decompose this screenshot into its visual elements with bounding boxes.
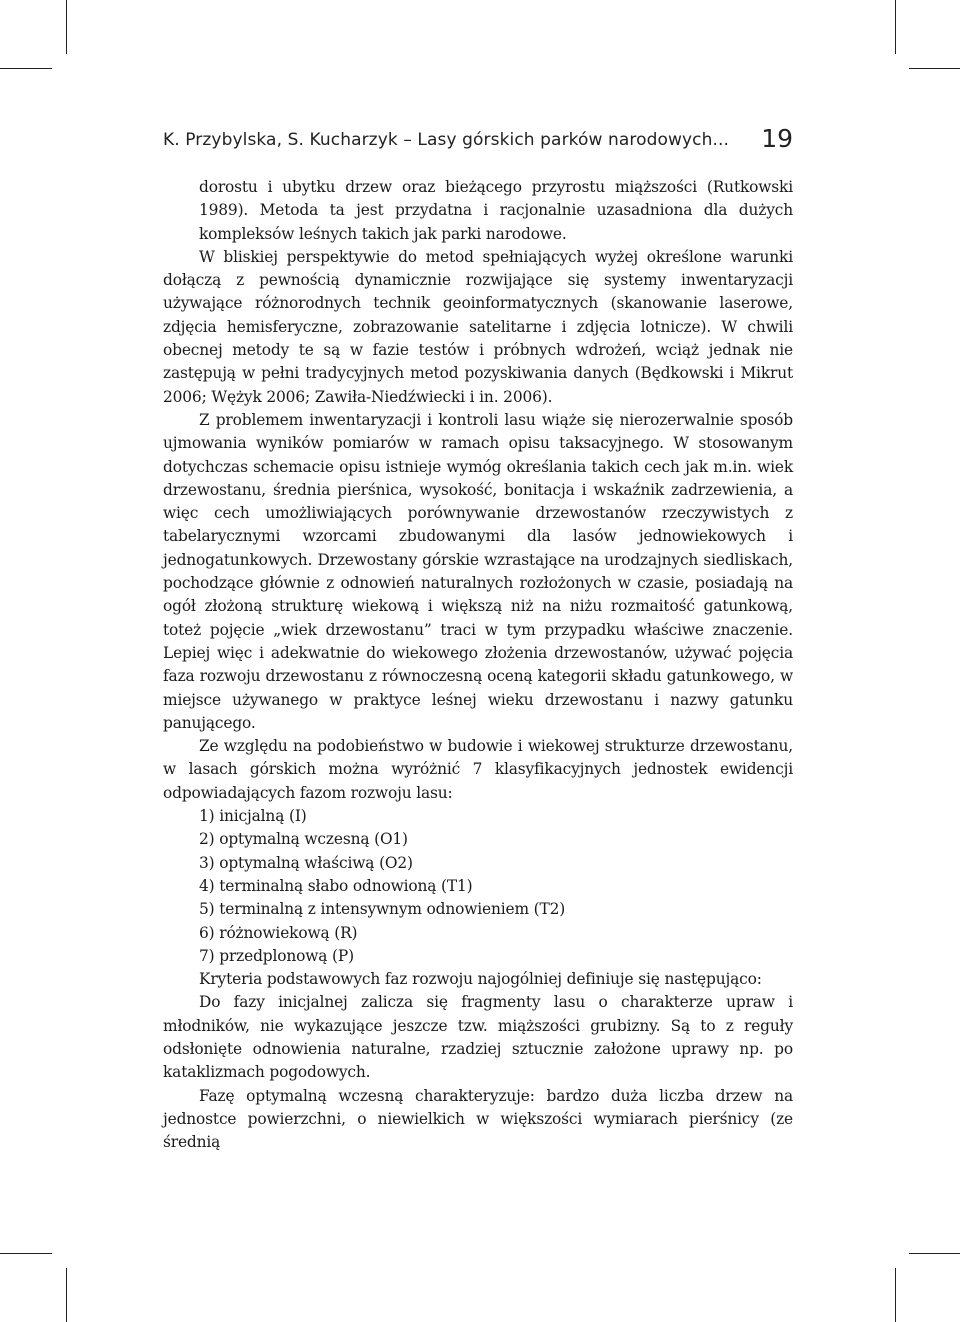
running-head [163,124,793,160]
paragraph-continued: dorostu i ubytku drzew oraz bieżącego przyrostu miąższości (Rutkowski 1989). Metoda ta jest przydatna i racjonalnie uzasadniona dla dużych kompleksów leśnych takich jak parki narodowe. [199,178,793,243]
paragraph: Kryteria podstawowych faz rozwoju najogólniej definiuje się następująco: [199,970,762,989]
paragraph: W bliskiej perspektywie do metod spełniających wyżej określone warunki dołączą z pewnością dynamicznie rozwijające się systemy inwentaryzacji używające różnorodnych technik geoinformatycznych (skanowanie laserowe, zdjęcia hemisferyczne, zobrazowanie satelitarne i zdjęcia lotnicze). W chwili obecnej metody te są w fazie testów i próbnych wdrożeń, wciąż jednak nie zastępują w pełni tradycyjnych metod pozyskiwania danych (Będkowski i Mikrut 2006; Wężyk 2006; Zawiła-Niedźwiecki i in. 2006). [163,247,793,406]
list-item: 4) terminalną słabo odnowioną (T1) [199,876,473,895]
list-item: 1) inicjalną (I) [199,807,307,826]
crop-mark-bottom-left-horizontal [0,1253,52,1254]
crop-mark-top-left-horizontal [0,68,52,69]
list-item: 6) różnowiekową (R) [199,923,358,942]
paragraph: Do fazy inicjalnej zalicza się fragmenty lasu o charakterze upraw i młodników, nie wykazujące jeszcze tzw. miąższości grubizny. Są to z reguły odsłonięte odnowienia naturalne, rzadziej sztucznie założone uprawy np. po kataklizmach pogodowych. [163,993,793,1082]
list-item: 2) optymalną wczesną (O1) [199,830,408,849]
paragraph: Fazę optymalną wczesną charakteryzuje: bardzo duża liczba drzew na jednostce powierzchni, o niewielkich w większości wymiarach pierśnicy (ze średnią [163,1086,793,1152]
crop-mark-bottom-right-horizontal [909,1253,960,1254]
list-item: 5) terminalną z intensywnym odnowieniem (T2) [199,900,566,919]
phase-list [163,805,793,968]
paragraph: Z problemem inwentaryzacji i kontroli lasu wiąże się nierozerwalnie sposób ujmowania wyników pomiarów w ramach opisu taksacyjnego. W stosowanym dotychczas schemacie opisu istnieje wymóg określania takich cech jak m.in. wiek drzewostanu, średnia pierśnica, wysokość, bonitacja i wskaźnik zadrzewienia, a więc cech umożliwiających porównywanie drzewostanów rzeczywistych z tabelarycznymi wzorcami zbudowanymi dla lasów jednowiekowych i jednogatunkowych. Drzewostany górskie wzrastające na urodzajnych siedliskach, pochodzące głównie z odnowień naturalnych rozłożonych w czasie, posiadają na ogół złożoną strukturę wiekową i większą niż na niżu rozmaitość gatunkową, toteż pojęcie „wiek drzewostanu” traci w tym przypadku właściwe znaczenie. Lepiej więc i adekwatnie do wiekowego złożenia drzewostanów, używać pojęcia faza rozwoju drzewostanu z równoczesną oceną kategorii składu gatunkowego, w miejsce używanego w praktyce leśnej wieku drzewostanu i nazwy gatunku panującego. [163,410,793,732]
paragraph: Ze względu na podobieństwo w budowie i wiekowej strukturze drzewostanu, w lasach górskich można wyróżnić 7 klasyfikacyjnych jednostek ewidencji odpowiadających fazom rozwoju lasu: [163,737,793,802]
crop-mark-bottom-right [895,1268,896,1322]
crop-mark-bottom-left [66,1268,67,1322]
crop-mark-top-right-horizontal [909,68,960,69]
page-number: 19 [761,124,793,153]
crop-mark-top-left [66,0,67,54]
list-item: 7) przedplonową (P) [199,946,354,965]
list-item: 3) optymalną właściwą (O2) [199,853,413,872]
crop-mark-top-right [895,0,896,54]
body-text [163,176,793,1154]
running-title: K. Przybylska, S. Kucharzyk – Lasy górskich parków narodowych... [163,130,730,150]
